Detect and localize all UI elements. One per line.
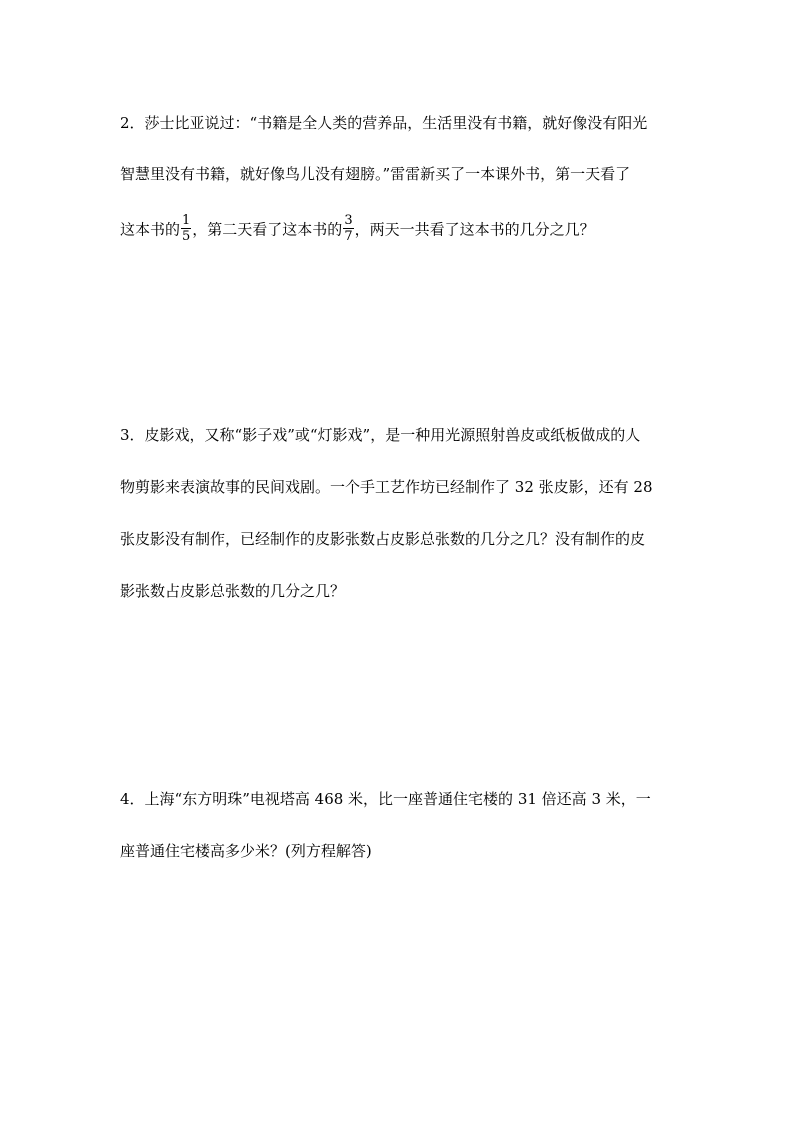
question-3-line-1: 3．皮影戏，又称“影子戏”或“灯影戏”，是一种用光源照射兽皮或纸板做成的人	[120, 426, 641, 444]
fraction-2-numerator: 3	[344, 213, 353, 228]
question-2-text-part2: ，第二天看了这本书的	[192, 220, 343, 239]
question-4-line-1: 4．上海“东方明珠”电视塔高 468 米，比一座普通住宅楼的 31 倍还高 3 米，一	[120, 790, 651, 808]
question-2-line-2: 智慧里没有书籍，就好像鸟儿没有翅膀。”雷雷新买了一本课外书，第一天看了	[120, 165, 631, 183]
fraction-1-denominator: 5	[182, 229, 191, 244]
fraction-three-sevenths	[343, 214, 353, 243]
question-3-line-2: 物剪影来表演故事的民间戏剧。一个手工艺作坊已经制作了 32 张皮影，还有 28	[120, 478, 653, 496]
question-2-line-3	[120, 213, 595, 245]
fraction-one-fifth	[181, 214, 191, 243]
question-3-line-4: 影张数占皮影总张数的几分之几？	[120, 582, 346, 600]
fraction-2-denominator: 7	[344, 229, 353, 244]
question-2-text-part3: ，两天一共看了这本书的几分之几？	[354, 220, 595, 239]
fraction-1-numerator: 1	[182, 213, 191, 228]
question-2-text-part1: 这本书的	[120, 220, 181, 239]
question-2-line-1: 2．莎士比亚说过：“书籍是全人类的营养品，生活里没有书籍，就好像没有阳光	[120, 114, 648, 132]
question-4-line-2: 座普通住宅楼高多少米？(列方程解答)	[120, 842, 372, 860]
question-3-line-3: 张皮影没有制作，已经制作的皮影张数占皮影总张数的几分之几？没有制作的皮	[120, 530, 646, 548]
